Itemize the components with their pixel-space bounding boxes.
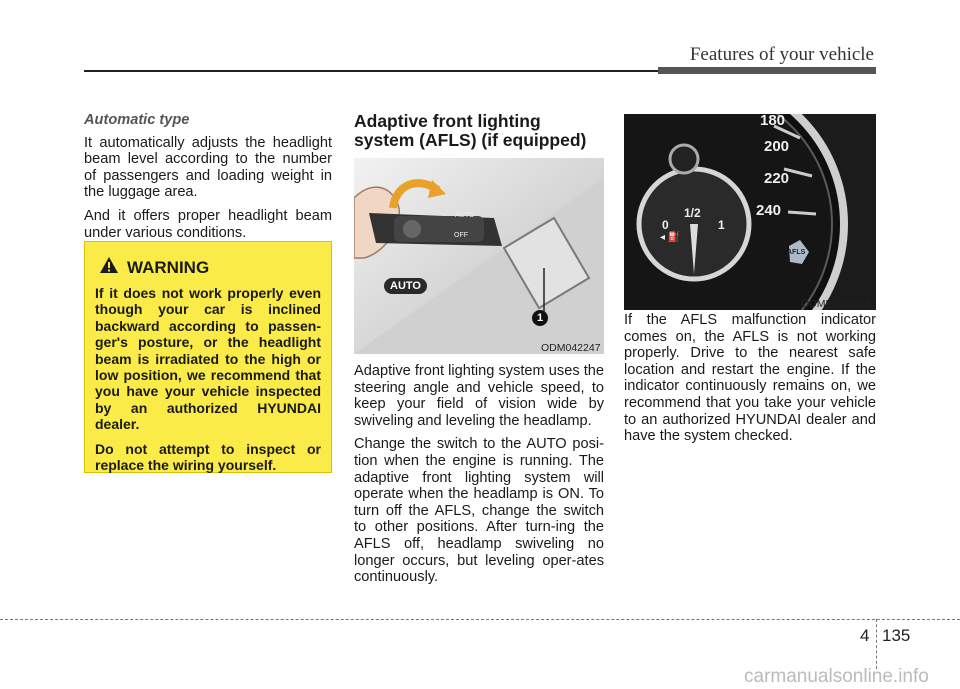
fuel-mark: 0 [662, 218, 669, 232]
paragraph: It automatically adjusts the headlight beam level according to the number of passengers and loading weight in the luggage area. [84, 134, 332, 201]
section-title-afls: Adaptive front lighting system (AFLS) (if equipped) [354, 111, 587, 150]
switch-label-auto: AUTO [455, 212, 475, 219]
subheading-automatic-type: Automatic type [84, 112, 190, 128]
footer-divider [876, 619, 877, 669]
paragraph: If the AFLS malfunction indicator comes on, the AFLS is not working properly. Drive to the nearest safe location and restart the engine. If the indicator continuously remains on, we recommend that you take your vehicle to an authorized HYUNDAI dealer and have the system checked. [624, 312, 876, 445]
header-rule-accent [658, 67, 876, 74]
left-column [84, 112, 332, 248]
afls-indicator-label: AFLS [787, 249, 806, 256]
afls-switch-illustration [354, 158, 604, 354]
rotate-arrow-icon [388, 174, 448, 214]
page-number: 135 [882, 626, 911, 645]
warning-paragraph: If it does not work properly even though your car is inclined backward according to passen-ger's posture, or the headlight beam is irradiated to the high or low position, we recommend that you have your vehicle inspected by an authorized HYUNDAI dealer. [95, 285, 321, 433]
fuel-mark: 1/2 [684, 206, 701, 220]
switch-label-off: OFF [454, 232, 468, 239]
auto-position-label: AUTO [384, 278, 427, 294]
fuel-mark: 1 [718, 218, 725, 232]
right-column [624, 312, 876, 452]
warning-header [95, 256, 321, 279]
figure-caption: ODMECO2018 [801, 298, 872, 310]
warning-paragraph: Do not attempt to inspect or replace the wiring yourself. [95, 440, 321, 474]
fuel-pump-icon: ◂ ⛽ [660, 232, 681, 243]
paragraph: Adaptive front lighting system uses the steering angle and vehicle speed, to keep your field of vision wide by swiveling and leveling the headlamp. [354, 363, 604, 429]
speed-mark: 220 [764, 170, 790, 187]
paragraph: And it offers proper headlight beam under various conditions. [84, 207, 332, 241]
speed-mark: 180 [760, 112, 786, 129]
paragraph: Change the switch to the AUTO posi-tion when the engine is running. The adaptive front lighting system will operate when the headlamp is ON. To turn off the AFLS, change the switch to other positions. After turn-ing the AFLS off, headlamp swiveling no longer occurs, but leveling oper-ates continuously. [354, 436, 604, 586]
warning-title: WARNING [127, 257, 210, 277]
speed-mark: 200 [764, 138, 790, 155]
speed-mark: 240 [756, 202, 782, 219]
page-header-title: Features of your vehicle [689, 44, 874, 65]
chapter-number: 4 [860, 626, 870, 645]
callout-number: 1 [532, 310, 548, 326]
watermark: carmanualsonline.info [744, 666, 929, 687]
warning-triangle-icon [99, 256, 119, 279]
footer-rule [0, 619, 960, 620]
warning-box [84, 241, 332, 473]
figure-caption: ODM042247 [541, 342, 601, 354]
afls-indicator-illustration [624, 114, 876, 310]
header-rule [84, 70, 658, 72]
